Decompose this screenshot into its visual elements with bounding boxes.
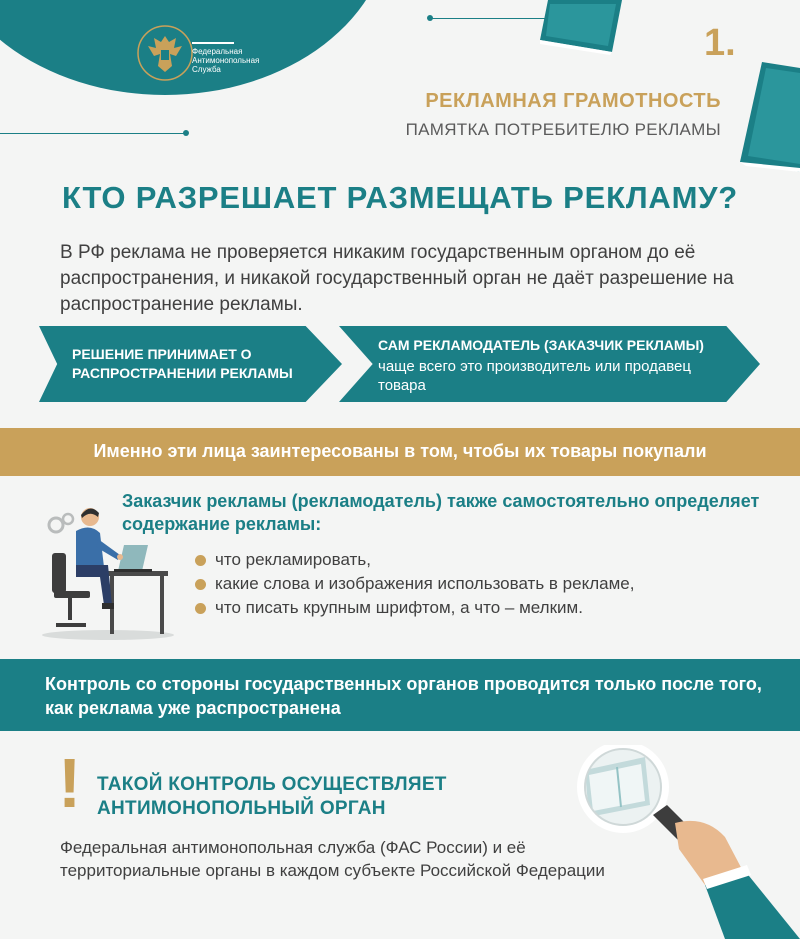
logo-text-line: Федеральная — [192, 47, 243, 56]
logo-text-line: Антимонопольная — [192, 56, 260, 65]
list-item-text: что рекламировать, — [215, 550, 371, 569]
list-item — [193, 596, 634, 620]
control-banner-text: Контроль со стороны государственных органов проводится только после того, как реклама уже распространена — [45, 674, 762, 718]
fas-description: Федеральная антимонопольная служба (ФАС России) и её территориальные органы в каждом субъекте Российской Федерации — [60, 838, 605, 880]
series-subtitle: ПАМЯТКА ПОТРЕБИТЕЛЮ РЕКЛАМЫ — [405, 120, 721, 139]
bullet-icon — [195, 603, 206, 614]
list-item-text: какие слова и изображения использовать в рекламе, — [215, 574, 635, 593]
decorative-line — [0, 133, 185, 134]
series-title: РЕКЛАМНАЯ ГРАМОТНОСТЬ — [425, 90, 721, 112]
list-item — [193, 572, 634, 596]
magnifier-over-book-icon — [575, 745, 800, 939]
book-icon — [540, 0, 630, 55]
list-item — [193, 548, 634, 572]
page-number: 1. — [704, 22, 736, 64]
logo-rule — [192, 42, 234, 44]
logo-text-line: Служба — [192, 65, 221, 74]
page-title: КТО РАЗРЕШАЕТ РАЗМЕЩАТЬ РЕКЛАМУ? — [61, 180, 739, 215]
control-heading — [97, 773, 447, 821]
intro-paragraph: В РФ реклама не проверяется никаким государственным органом до её распространения, и никакой государственный орган не даёт разрешение на распространение рекламы. — [60, 242, 734, 315]
advertiser-heading: Заказчик рекламы (рекламодатель) также самостоятельно определяет содержание рекламы: — [122, 491, 760, 534]
control-heading-line: ТАКОЙ КОНТРОЛЬ ОСУЩЕСТВЛЯЕТ — [97, 774, 447, 795]
advertiser-description: чаще всего это производитель или продавец товара — [378, 358, 691, 394]
bullet-icon — [195, 555, 206, 566]
content-choices-list — [193, 548, 634, 620]
decorative-dot — [427, 15, 433, 21]
advertiser-title: САМ РЕКЛАМОДАТЕЛЬ (ЗАКАЗЧИК РЕКЛАМЫ) — [378, 337, 704, 353]
book-icon — [740, 62, 800, 172]
decision-label: РЕШЕНИЕ ПРИНИМАЕТ О РАСПРОСТРАНЕНИИ РЕКЛАМЫ — [72, 346, 293, 381]
double-headed-eagle-icon — [136, 24, 194, 82]
interest-banner-text: Именно эти лица заинтересованы в том, чтобы их товары покупали — [93, 441, 707, 461]
list-item-text: что писать крупным шрифтом, а что – мелким. — [215, 598, 583, 617]
bullet-icon — [195, 579, 206, 590]
decorative-dot — [183, 130, 189, 136]
control-heading-line: АНТИМОНОПОЛЬНЫЙ ОРГАН — [97, 798, 386, 819]
exclamation-icon: ! — [58, 744, 82, 822]
